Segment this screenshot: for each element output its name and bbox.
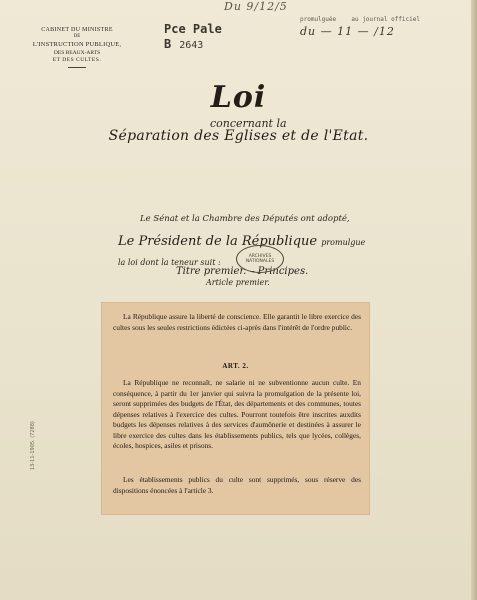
president-line [118,234,458,249]
top-handwritten-note: Du 9/12/5 [224,0,288,13]
promulgue-text: promulgue [321,238,366,247]
side-print-mark: 13-11-1905. (7288) [30,421,36,470]
president-text: Le Président de la République [118,234,318,249]
article-2-heading: ART. 2. [222,362,249,370]
journal-label: au journal officiel [351,16,420,23]
clipping-paragraph-2: La République ne reconnaît, ne salarie ni ne subventionne aucun culte. En conséquence, à partir du 1er janvier qui suivra la promulgation de la présente loi, seront supprimées des budgets de l'État, des départements et des communes, toutes dépenses relatives à l'exercice des cultes. Pourront toutefois être inscrites auxdits budgets les dépenses relatives à des services d'aumônerie et destinées à assurer le libre exercice des cultes dans les établissements publics, tels que lycées, collèges, écoles, hospices, asiles et prisons. [113,378,361,451]
preamble-line: Le Sénat et la Chambre des Députés ont adopté, [140,214,350,224]
ministry-letterhead [22,26,132,68]
printed-clipping [101,302,370,515]
article-premier: Article premier. [206,278,270,287]
letterhead-line-1: CABINET DU MINISTRE [41,27,113,33]
letterhead-line-3: L'INSTRUCTION PUBLIQUE, [32,40,122,48]
clipping-paragraph-3: Les établissements publics du culte sont supprimés, sous réserve des dispositions énoncées à l'article 3. [113,475,361,495]
archives-stamp-line-1: ARCHIVES [248,253,272,259]
piece-stamp-letter: B [164,37,172,51]
promulgation-date: du — 11 — /12 [300,25,395,38]
promulgation-stamp [300,16,420,38]
letterhead-line-2: DE [73,34,81,40]
piece-stamp [164,22,222,53]
titre-premier: Titre premier. – Principes. [176,266,309,277]
letterhead-line-4: DES BEAUX-ARTS [53,49,101,56]
law-title-concernant: concernant la [210,117,287,130]
piece-stamp-line-2 [164,37,222,53]
promulgation-label: promulguée [300,16,337,23]
piece-stamp-line-1: Pce Pale [164,22,222,36]
law-title: Loi [210,80,267,115]
archives-stamp-line-2: NATIONALES [245,259,275,264]
teneur-line: la loi dont la teneur suit : [118,258,221,267]
clipping-paragraph-1: La République assure la liberté de conscience. Elle garantit le libre exercice des cultes sous les seules restrictions édictées ci-après dans l'intérêt de l'ordre public. [113,312,361,332]
archives-oval-stamp [236,245,284,273]
law-subject: Séparation des Eglises et de l'Etat. [108,128,369,144]
letterhead-line-5: ET DES CULTES. [52,57,102,64]
piece-stamp-ref: 2643 [179,40,204,51]
letterhead-divider [68,67,86,68]
